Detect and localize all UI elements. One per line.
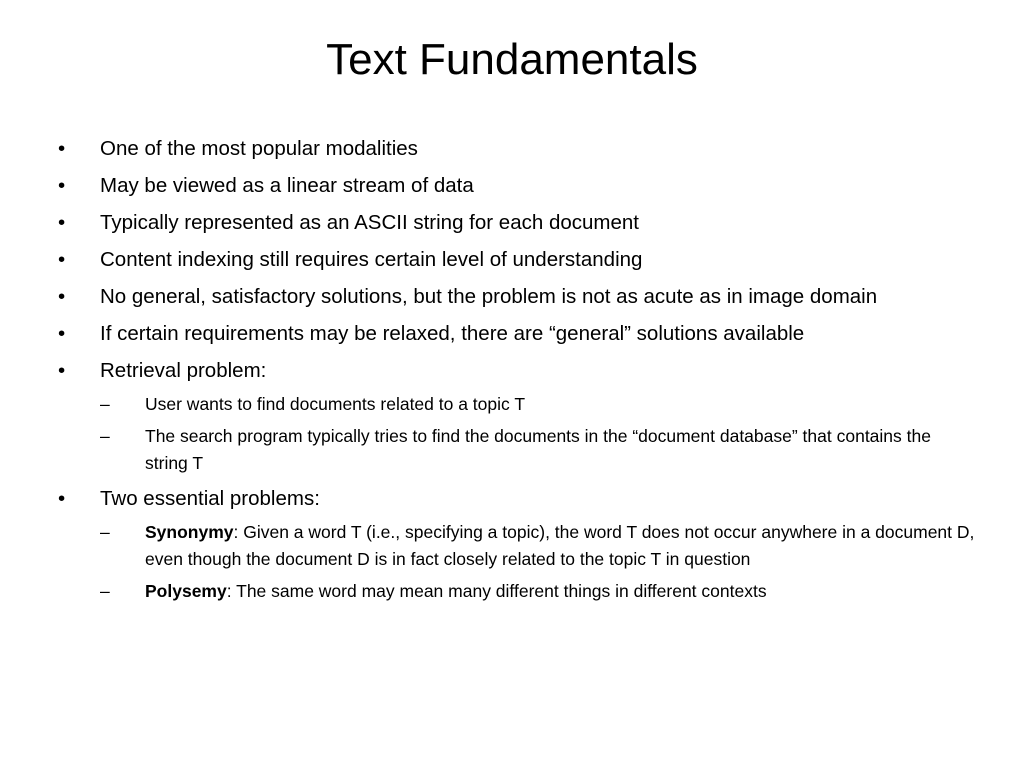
bullet-item (58, 282, 978, 312)
sub-bullet-list (58, 391, 978, 477)
bullet-text: Retrieval problem: (100, 359, 267, 382)
bullet-item (58, 134, 978, 164)
sub-bullet-item (100, 391, 978, 418)
sub-bullet-item (100, 519, 978, 573)
bullet-icon: • (58, 211, 66, 234)
bullet-icon: • (58, 248, 66, 271)
bullet-text: Two essential problems: (100, 487, 320, 510)
sub-bullet-text: : The same word may mean many different things in different contexts (226, 581, 767, 601)
bullet-icon: • (58, 322, 66, 345)
sub-bullet-text: User wants to find documents related to a topic T (145, 394, 526, 414)
sub-bullet-item (100, 578, 978, 605)
sub-bullet-item (100, 423, 978, 477)
bullet-text: If certain requirements may be relaxed, there are “general” solutions available (100, 322, 805, 345)
bullet-text: No general, satisfactory solutions, but the problem is not as acute as in image domain (100, 285, 878, 308)
bullet-item (58, 356, 978, 386)
term-synonymy: Synonymy (145, 522, 234, 542)
dash-icon: – (100, 394, 110, 414)
bullet-icon: • (58, 174, 66, 197)
bullet-text: Content indexing still requires certain level of understanding (100, 248, 643, 271)
bullet-text: May be viewed as a linear stream of data (100, 174, 474, 197)
bullet-icon: • (58, 487, 66, 510)
bullet-icon: • (58, 285, 66, 308)
dash-icon: – (100, 522, 110, 542)
sub-bullet-text: : Given a word T (i.e., specifying a topic), the word T does not occur anywhere in a document D, even though the document D is in fact closely related to the topic T in question (145, 522, 975, 569)
bullet-item (58, 208, 978, 238)
bullet-item (58, 484, 978, 514)
slide-title: Text Fundamentals (326, 35, 698, 84)
bullet-text: One of the most popular modalities (100, 137, 418, 160)
bullet-icon: • (58, 137, 66, 160)
bullet-item (58, 171, 978, 201)
bullet-item (58, 319, 978, 349)
term-polysemy: Polysemy (145, 581, 227, 601)
dash-icon: – (100, 581, 110, 601)
sub-bullet-list (58, 519, 978, 605)
bullet-icon: • (58, 359, 66, 382)
bullet-text: Typically represented as an ASCII string for each document (100, 211, 639, 234)
sub-bullet-text: The search program typically tries to find the documents in the “document database” that contains the string T (145, 426, 931, 473)
bullet-list (58, 134, 978, 612)
dash-icon: – (100, 426, 110, 446)
bullet-item (58, 245, 978, 275)
